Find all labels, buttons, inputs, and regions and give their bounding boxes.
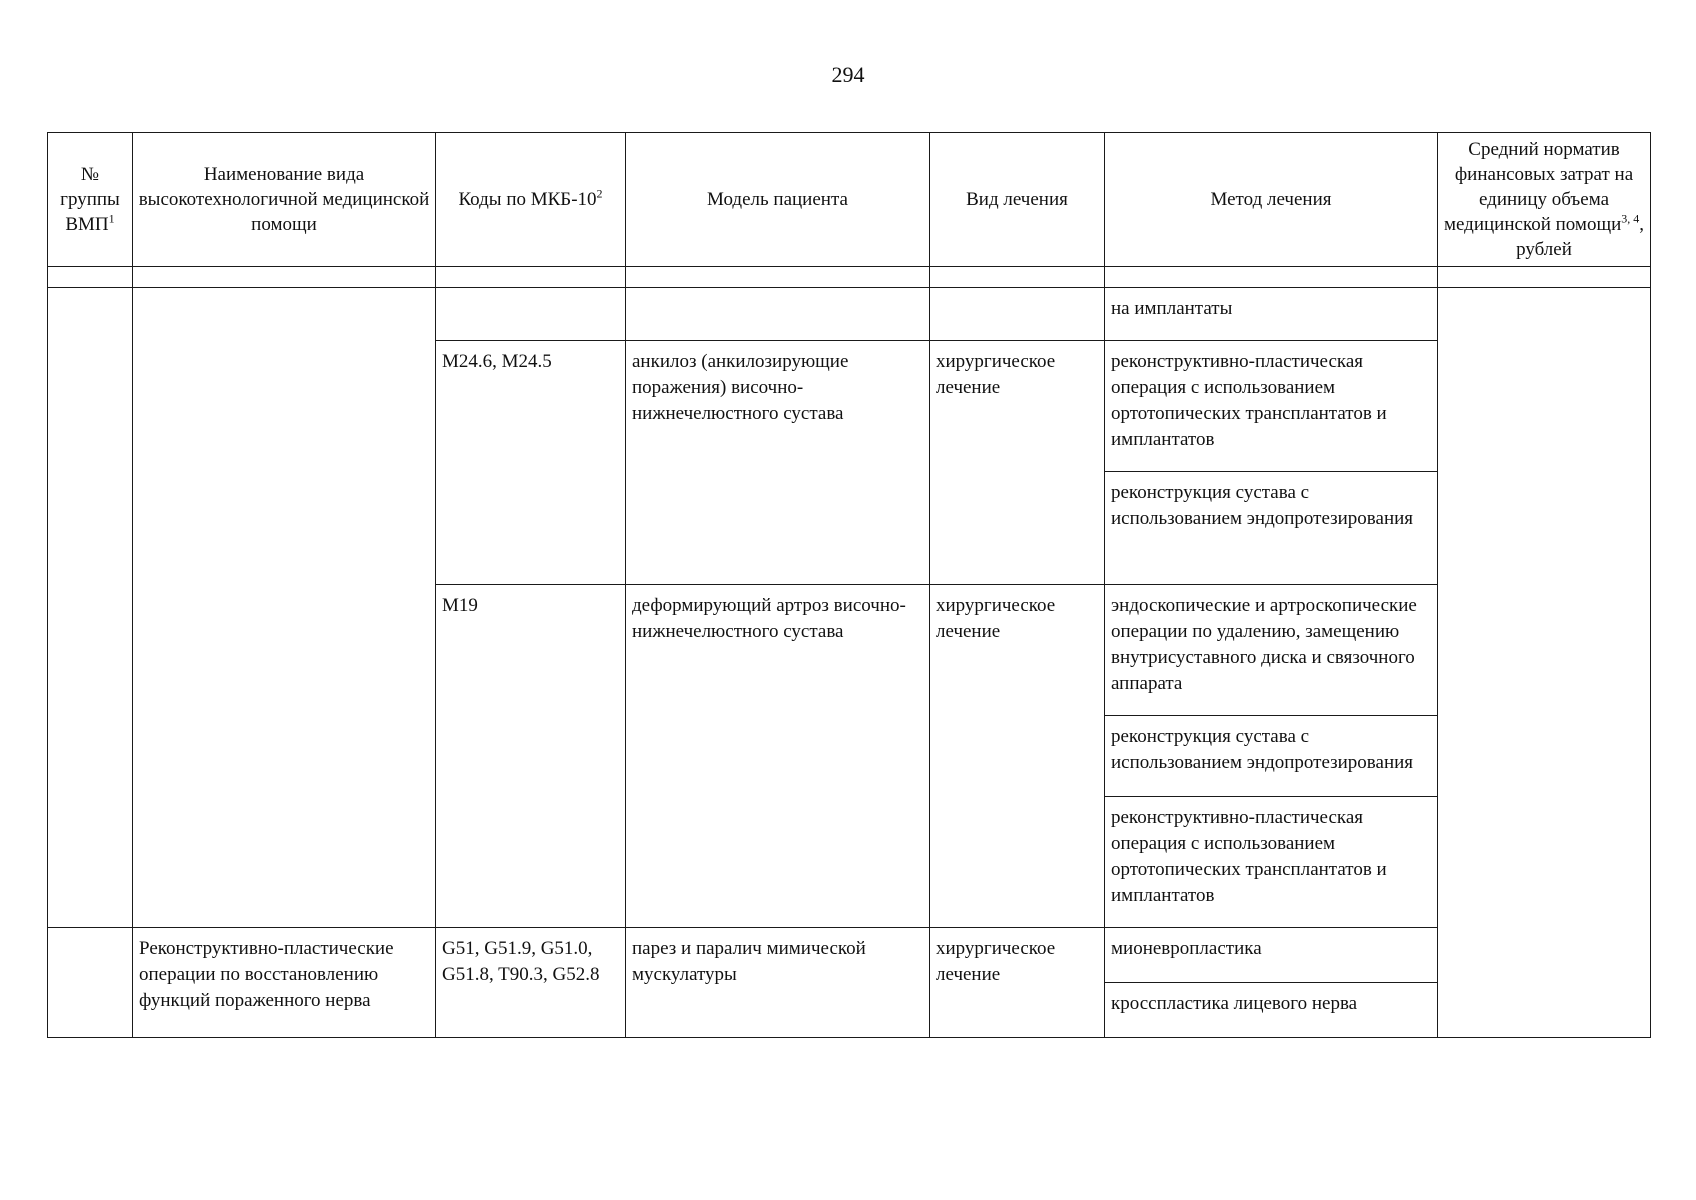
treatment-method-cell: мионевропластика <box>1105 928 1438 983</box>
table-row <box>48 288 1651 341</box>
header-cost-norm: Средний норматив финансовых затрат на единицу объема медицинской помощи$^{3, 4}$, рублей <box>1438 133 1651 267</box>
patient-model-cell: анкилоз (анкилозирующие поражения) височно-нижнечелюстного сустава <box>626 341 930 585</box>
treatment-method-cell: реконструктивно-пластическая операция с использованием ортотопических трансплантатов и имплантатов <box>1105 341 1438 472</box>
patient-model-cell <box>626 288 930 341</box>
table-header-row <box>48 133 1651 267</box>
spacer-row <box>48 267 1651 288</box>
header-patient-model: Модель пациента <box>626 133 930 267</box>
header-treatment-method: Метод лечения <box>1105 133 1438 267</box>
treatment-type-cell: хирургическое лечение <box>930 341 1105 585</box>
group-number-cell <box>48 288 133 928</box>
icd-codes-cell: M24.6, M24.5 <box>436 341 626 585</box>
patient-model-cell: деформирующий артроз височно-нижнечелюстного сустава <box>626 585 930 928</box>
treatment-type-cell: хирургическое лечение <box>930 928 1105 1038</box>
header-group-number: № группы ВМП$^1$ <box>48 133 133 267</box>
icd-codes-cell <box>436 288 626 341</box>
group-number-cell <box>48 928 133 1038</box>
treatment-type-cell <box>930 288 1105 341</box>
care-name-cell <box>133 288 436 928</box>
header-treatment-type: Вид лечения <box>930 133 1105 267</box>
header-care-name: Наименование вида высокотехнологичной медицинской помощи <box>133 133 436 267</box>
treatment-method-cell: реконструкция сустава с использованием эндопротезирования <box>1105 716 1438 797</box>
icd-codes-cell: M19 <box>436 585 626 928</box>
cost-norm-cell <box>1438 288 1651 1038</box>
treatment-method-cell: реконструкция сустава с использованием эндопротезирования <box>1105 472 1438 585</box>
icd-codes-cell: G51, G51.9, G51.0, G51.8, T90.3, G52.8 <box>436 928 626 1038</box>
treatment-method-cell: на имплантаты <box>1105 288 1438 341</box>
treatment-method-cell: реконструктивно-пластическая операция с использованием ортотопических трансплантатов и имплантатов <box>1105 797 1438 928</box>
treatment-type-cell: хирургическое лечение <box>930 585 1105 928</box>
treatment-method-cell: кросспластика лицевого нерва <box>1105 983 1438 1038</box>
vmp-table <box>47 132 1651 1038</box>
patient-model-cell: парез и паралич мимической мускулатуры <box>626 928 930 1038</box>
table-row <box>48 928 1651 983</box>
header-icd-codes: Коды по МКБ-$10^2$ <box>436 133 626 267</box>
care-name-cell: Реконструктивно-пластические операции по восстановлению функций пораженного нерва <box>133 928 436 1038</box>
page-number: 294 <box>831 62 865 87</box>
treatment-method-cell: эндоскопические и артроскопические операции по удалению, замещению внутрисуставного диска и связочного аппарата <box>1105 585 1438 716</box>
